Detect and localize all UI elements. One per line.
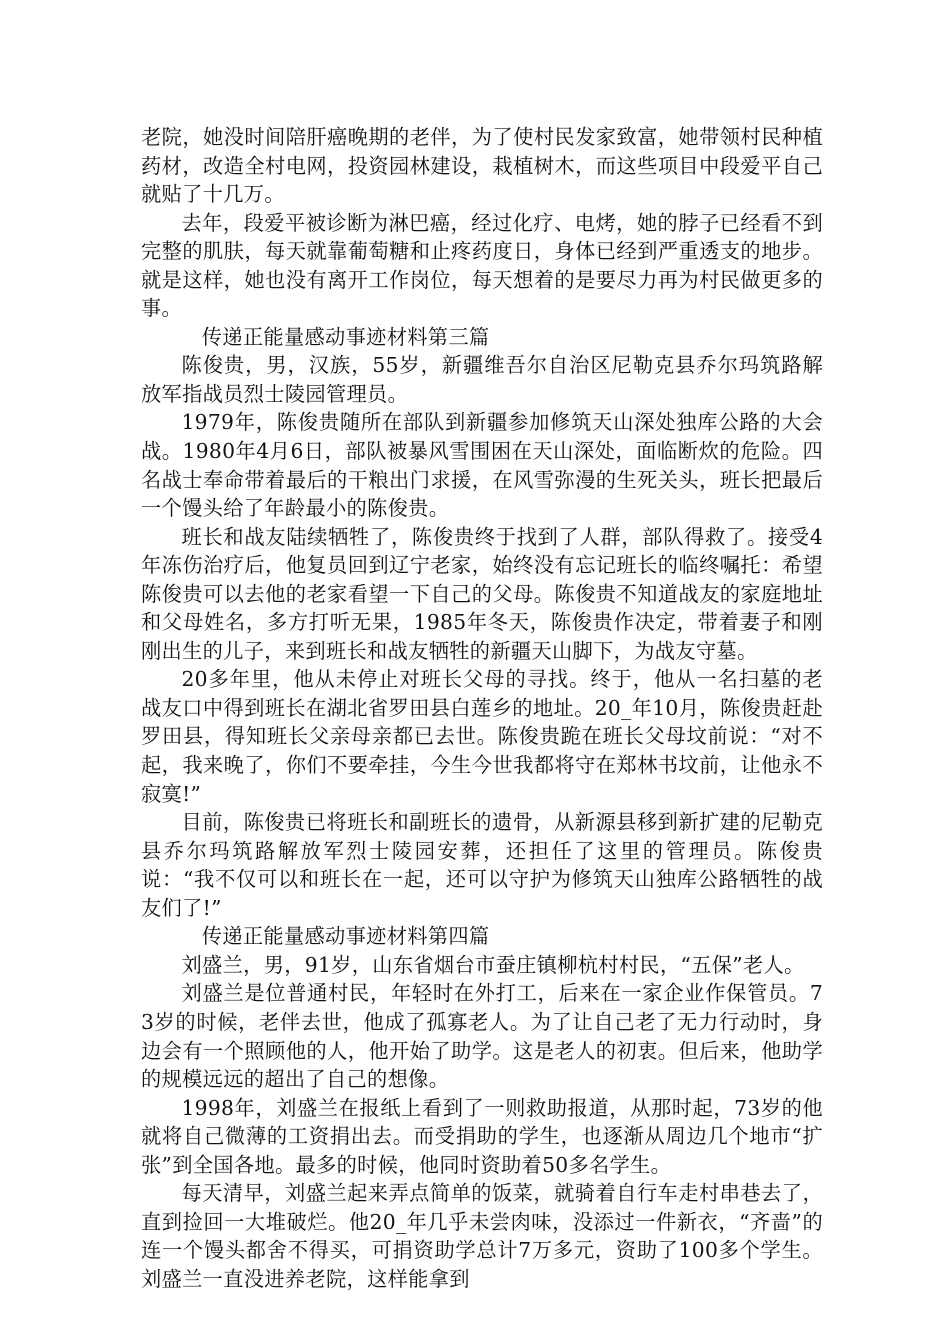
document-body — [141, 123, 823, 1293]
section-heading: 传递正能量感动事迹材料第三篇 — [201, 324, 490, 349]
paragraph: 去年，段爱平被诊断为淋巴癌，经过化疗、电烤，她的脖子已经看不到完整的肌肤，每天就靠葡萄糖和止疼药度日，身体已经到严重透支的地步。就是这样，她也没有离开工作岗位，每天想着的是要尽力再为村民做更多的事。 — [141, 210, 823, 321]
paragraph: 陈俊贵，男，汉族，55岁，新疆维吾尔自治区尼勒克县乔尔玛筑路解放军指战员烈士陵园管理员。 — [141, 353, 823, 406]
paragraph: 刘盛兰，男，91岁，山东省烟台市蚕庄镇柳杭村村民，“五保”老人。 — [181, 952, 805, 977]
paragraph: 班长和战友陆续牺牲了，陈俊贵终于找到了人群，部队得救了。接受4年冻伤治疗后，他复员回到辽宁老家，始终没有忘记班长的临终嘱托：希望陈俊贵可以去他的老家看望一下自己的父母。陈俊贵不知道战友的家庭地址和父母姓名，多方打听无果，1985年冬天，陈俊贵作决定，带着妻子和刚刚出生的儿子，来到班长和战友牺牲的新疆天山脚下，为战友守墓。 — [141, 524, 823, 663]
paragraph: 20多年里，他从未停止对班长父母的寻找。终于，他从一名扫墓的老战友口中得到班长在湖北省罗田县白莲乡的地址。20_年10月，陈俊贵赶赴罗田县，得知班长父亲母亲都已去世。陈俊贵跪在班长父母坟前说：“对不起，我来晚了，你们不要牵挂，今生今世我都将守在郑林书坟前，让他永不寂寞!” — [141, 667, 823, 806]
paragraph: 1998年，刘盛兰在报纸上看到了一则救助报道，从那时起，73岁的他就将自己微薄的工资捐出去。而受捐助的学生，也逐渐从周边几个地市“扩张”到全国各地。最多的时候，他同时资助着50多名学生。 — [141, 1095, 823, 1177]
paragraph: 刘盛兰是位普通村民，年轻时在外打工，后来在一家企业作保管员。73岁的时候，老伴去世，他成了孤寡老人。为了让自己老了无力行动时，身边会有一个照顾他的人，他开始了助学。这是老人的初衷。但后来，他助学的规模远远的超出了自己的想像。 — [141, 981, 823, 1092]
paragraph: 每天清早，刘盛兰起来弄点简单的饭菜，就骑着自行车走村串巷去了，直到捡回一大堆破烂。他20_年几乎未尝肉味，没添过一件新衣，“齐啬”的连一个馒头都舍不得买，可捐资助学总计7万多元，资助了100多个学生。刘盛兰一直没进养老院，这样能拿到 — [141, 1181, 823, 1291]
paragraph: 1979年，陈俊贵随所在部队到新疆参加修筑天山深处独库公路的大会战。1980年4月6日，部队被暴风雪围困在天山深处，面临断炊的危险。四名战士奉命带着最后的干粮出门求援，在风雪弥漫的生死关头，班长把最后一个馒头给了年龄最小的陈俊贵。 — [141, 410, 823, 521]
paragraph: 老院，她没时间陪肝癌晚期的老伴，为了使村民发家致富，她带领村民种植药材，改造全村电网，投资园林建设，栽植树木，而这些项目中段爱平自己就贴了十几万。 — [141, 125, 823, 207]
section-heading: 传递正能量感动事迹材料第四篇 — [201, 924, 490, 949]
paragraph: 目前，陈俊贵已将班长和副班长的遗骨，从新源县移到新扩建的尼勒克县乔尔玛筑路解放军烈士陵园安葬，还担任了这里的管理员。陈俊贵说：“我不仅可以和班长在一起，还可以守护为修筑天山独库公路牺牲的战友们了!” — [141, 810, 823, 920]
